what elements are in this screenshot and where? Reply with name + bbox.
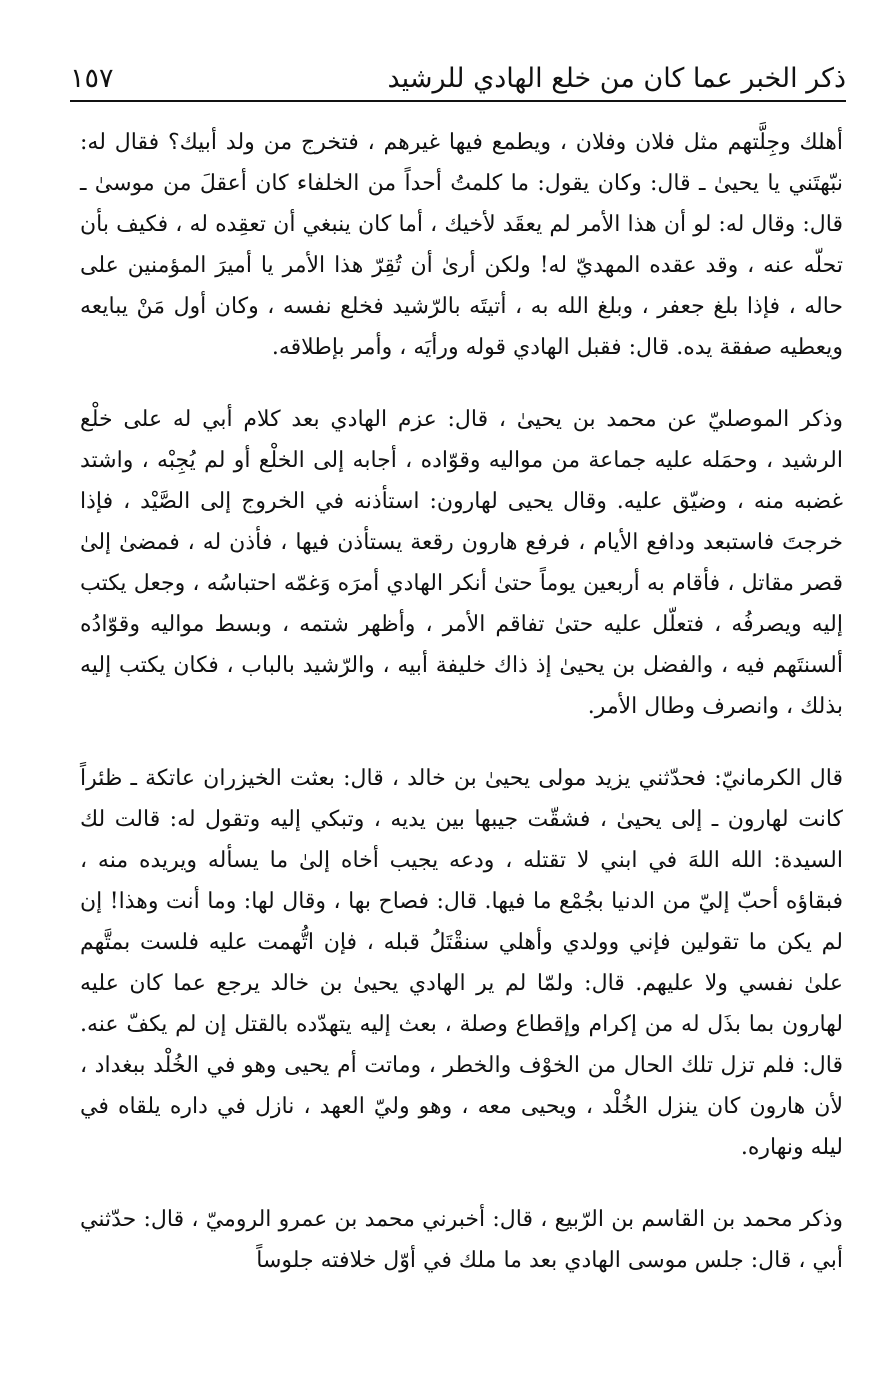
paragraph: وذكر محمد بن القاسم بن الرّبيع ، قال: أخبرني محمد بن عمرو الروميّ ، قال: حدّثني أبي ، قال: جلس موسى الهادي بعد ما ملك في أوّل خلافته جلوساً	[80, 1207, 843, 1273]
paragraph: قال الكرمانيّ: فحدّثني يزيد مولى يحيىٰ بن خالد ، قال: بعثت الخيزران عاتكة ـ ظئراً كانت لهارون ـ إلى يحيىٰ ، فشقّت جيبها بين يديه ، وتبكي إليه وتقول له: قالت لك السيدة: الله اللهَ في ابني لا تقتله ، ودعه يجيب أخاه إلىٰ ما يسأله ويريده منه ، فبقاؤه أحبّ إليّ من الدنيا بجُمْع ما فيها. قال: فصاح بها ، وقال لها: وما أنت وهذا! إن لم يكن ما تقولين فإني وولدي وأهلي سنقْتَلُ قبله ، فإن اتُّهمت عليه فلست بمتَّهم علىٰ نفسي ولا عليهم. قال: ولمّا لم ير الهادي يحيىٰ بن خالد يرجع عما كان عليه لهارون بما بذَل له من إكرام وإقطاع وصلة ، بعث إليه يتهدّده بالقتل إن لم يكفّ عنه. قال: فلم تزل تلك الحال من الخوْف والخطر ، وماتت أم يحيى وهو في الخُلْد ببغداد ، لأن هارون كان ينزل الخُلْد ، ويحيى معه ، وهو وليّ العهد ، نازل في داره يلقاه في ليله ونهاره.	[80, 766, 843, 1160]
running-header	[70, 52, 846, 102]
paragraph: أهلك وجِلَّتهم مثل فلان وفلان ، ويطمع فيها غيرهم ، فتخرج من ولد أبيك؟ فقال له: نبّهتَني يا يحيىٰ ـ قال: وكان يقول: ما كلمتُ أحداً من الخلفاء كان أعقلَ من موسىٰ ـ قال: وقال له: لو أن هذا الأمر لم يعقَد لأخيك ، أما كان ينبغي أن تعقِده له ، فكيف بأن تحلّه عنه ، وقد عقده المهديّ له! ولكن أرىٰ أن تُقِرّ هذا الأمر يا أميرَ المؤمنين على حاله ، فإذا بلغ جعفر ، وبلغ الله به ، أتيتَه بالرّشيد فخلع نفسه ، وكان أول مَنْ يبايعه ويعطيه صفقة يده. قال: فقبل الهادي قوله ورأيَه ، وأمر بإطلاقه.	[80, 130, 843, 360]
running-title: ذكر الخبر عما كان من خلع الهادي للرشيد	[387, 63, 846, 94]
paragraph: وذكر الموصليّ عن محمد بن يحيىٰ ، قال: عزم الهادي بعد كلام أبي له على خلْع الرشيد ، وحمَله عليه جماعة من مواليه وقوّاده ، أجابه إلى الخلْع أو لم يُجِبْه ، واشتد غضبه منه ، وضيّق عليه. وقال يحيى لهارون: استأذنه في الخروج إلى الصَّيْد ، فإذا خرجتَ فاستبعد ودافع الأيام ، فرفع هارون رقعة يستأذن فيها ، فأذن له ، فمضىٰ إلىٰ قصر مقاتل ، فأقام به أربعين يوماً حتىٰ أنكر الهادي أمرَه وَغمّه احتباسُه ، وجعل يكتب إليه ويصرفُه ، فتعلّل عليه حتىٰ تفاقم الأمر ، وأظهر شتمه ، وبسط مواليه وقوّادُه ألسنتَهم فيه ، والفضل بن يحيىٰ إذ ذاك خليفة أبيه ، والرّشيد بالباب ، فكان يكتب إليه بذلك ، وانصرف وطال الأمر.	[80, 407, 843, 719]
page-number: ١٥٧	[70, 63, 114, 94]
body-text	[80, 122, 843, 1281]
